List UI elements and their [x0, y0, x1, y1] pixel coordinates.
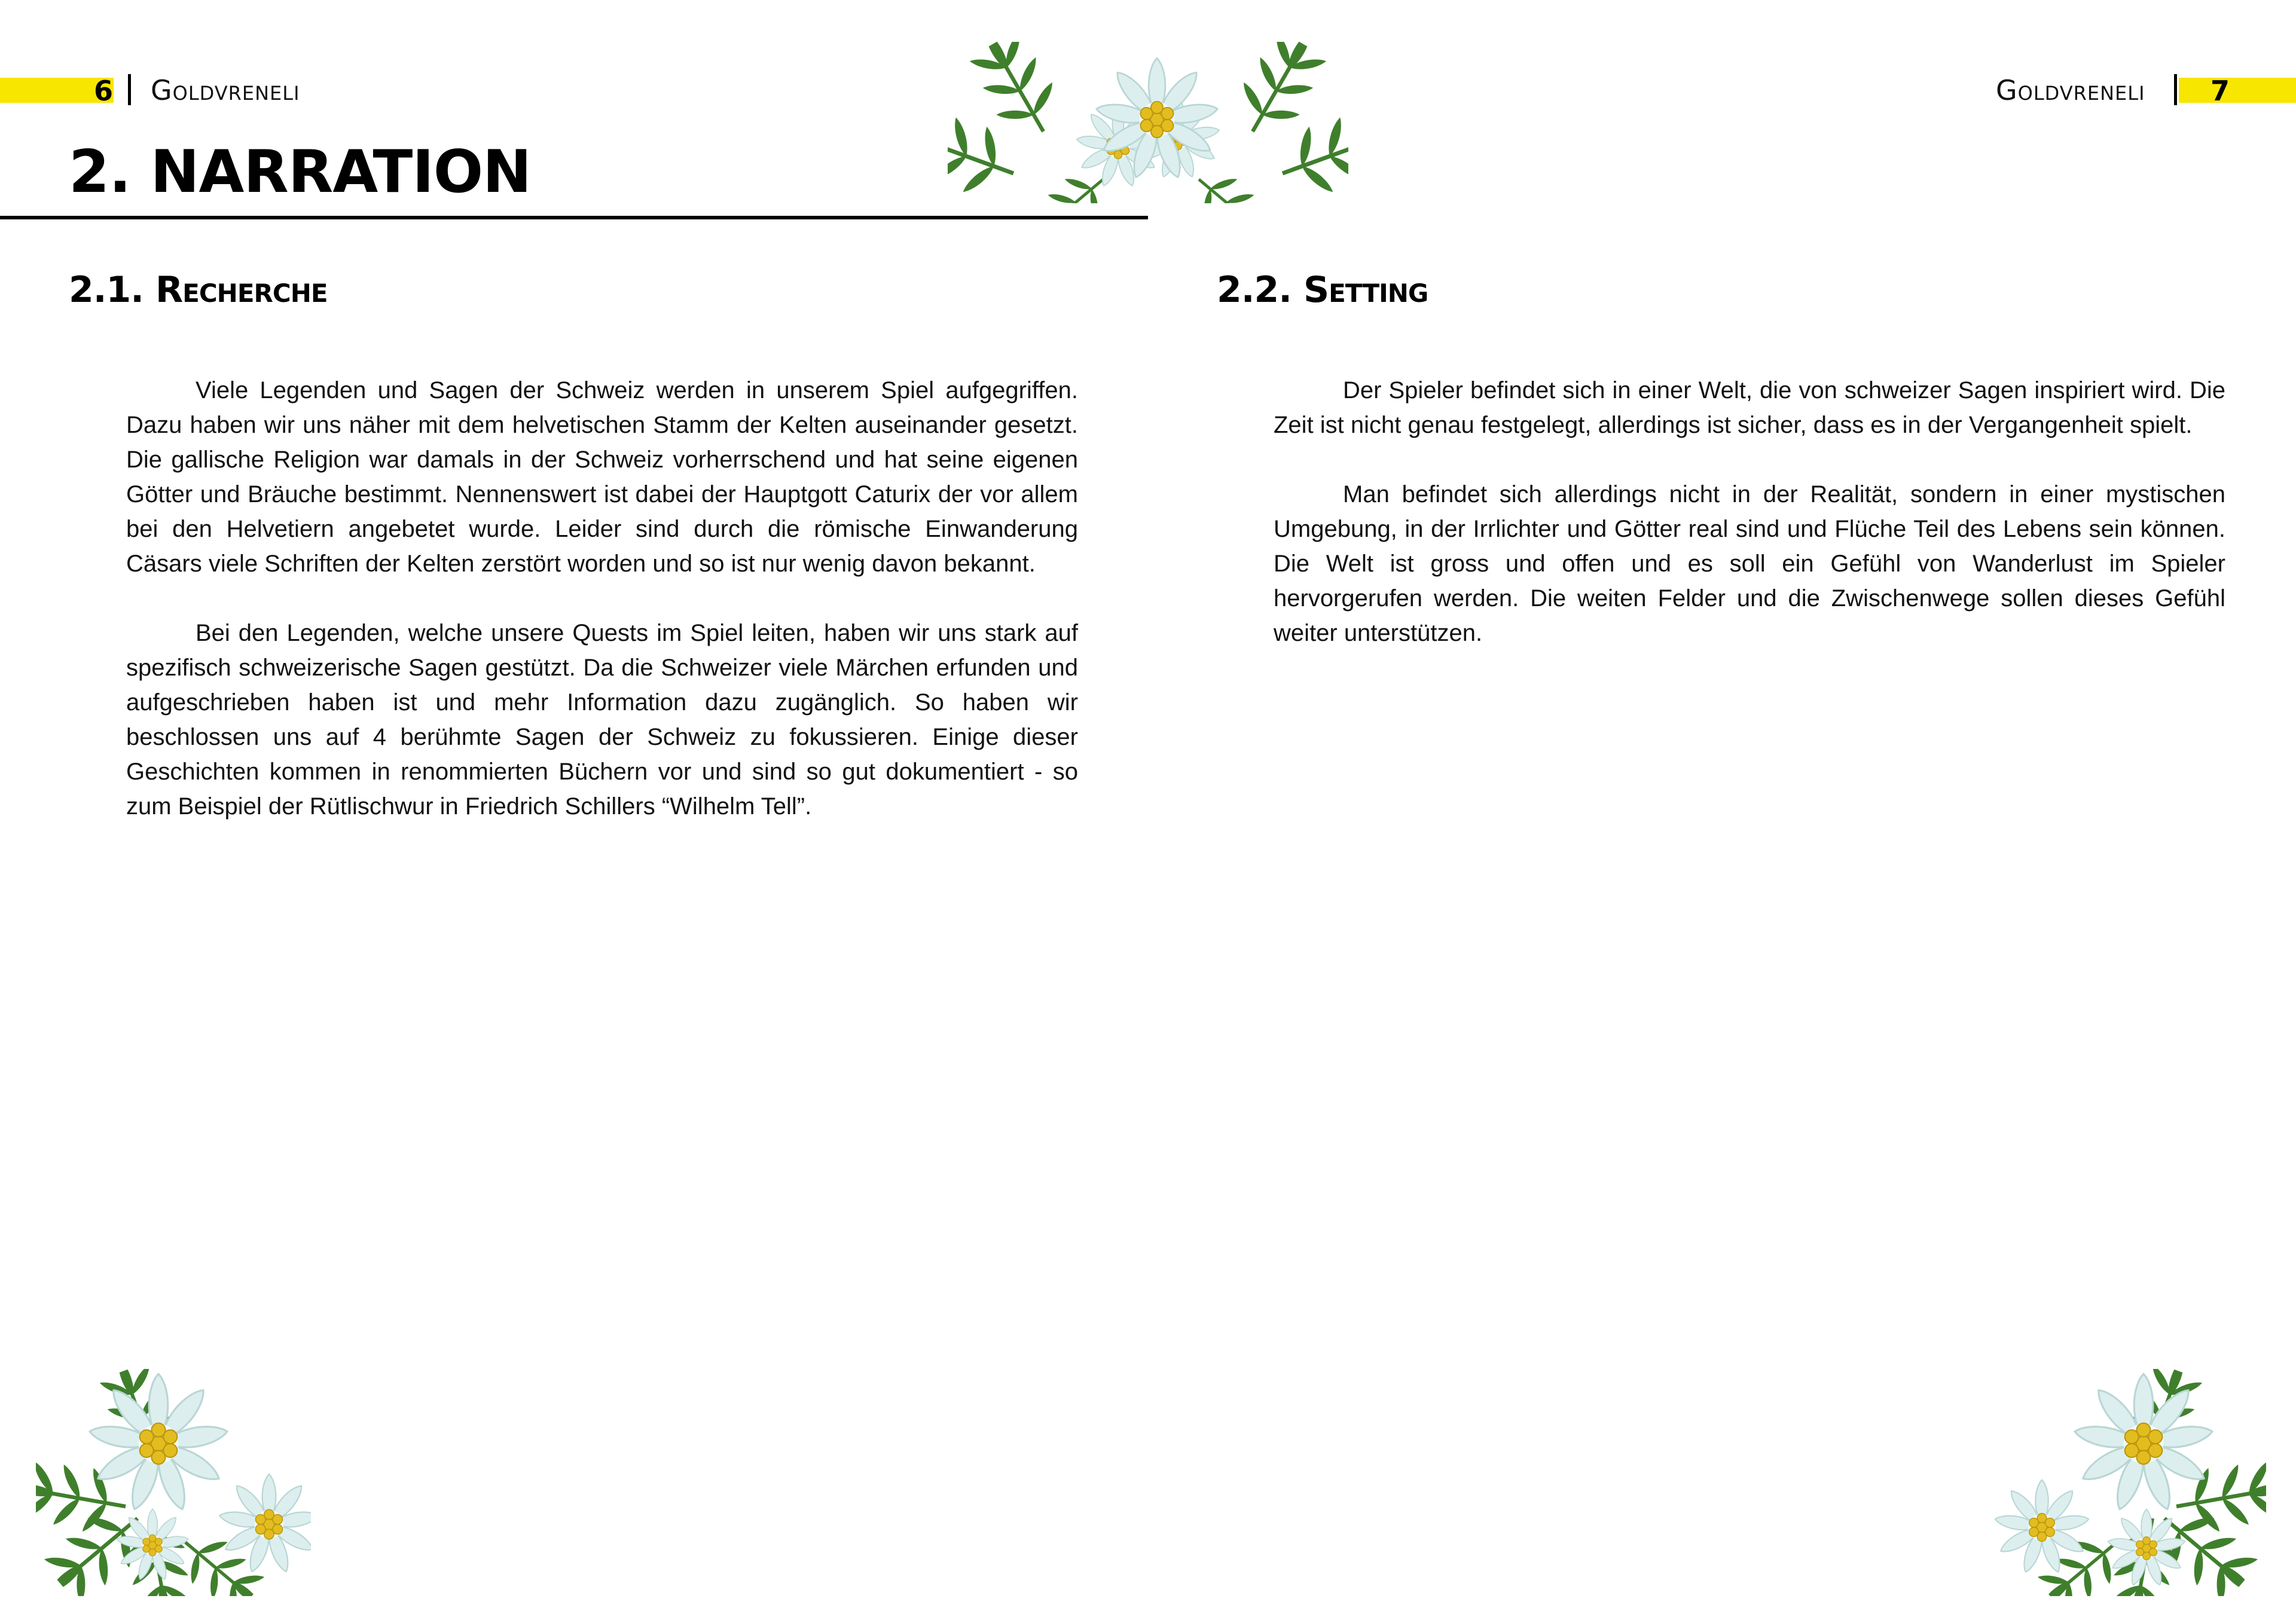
right-paragraph-2: Man befindet sich allerdings nicht in der Realität, sondern in einer mystischen Umgebung, in der Irrlichter und Götter real sind und Flüche Teil des Lebens sein können. Die Welt ist gross und offen und es soll ein Gefühl von Wanderlust im Spieler hervorgerufen werden. Die weiten Felder und die Zwischenwege sollen dieses Gefühl weiter unterstützen.	[1274, 481, 2225, 646]
chapter-title: 2. NARRATION	[69, 138, 532, 206]
left-column-body	[126, 373, 1078, 858]
right-paragraph-1: Der Spieler befindet sich in einer Welt, die von schweizer Sagen inspiriert wird. Die Zeit ist nicht genau festgelegt, allerdings ist sicher, dass es in der Vergangenheit spielt.	[1274, 377, 2225, 438]
edelweiss-icon	[36, 1369, 311, 1596]
header-separator-right	[2174, 74, 2177, 105]
left-paragraph-1: Viele Legenden und Sagen der Schweiz werden in unserem Spiel aufgegriffen. Dazu haben wir uns näher mit dem helvetischen Stamm der Kelten auseinander gesetzt. Die gallische Religion war damals in der Schweiz vorherrschend und hat seine eigenen Götter und Bräuche bestimmt. Nennenswert ist dabei der Hauptgott Caturix der vor allem bei den Helvetiern angebetet wurde. Leider sind durch die römische Einwanderung Cäsars viele Schriften der Kelten zerstört worden und so ist nur wenig davon bekannt.	[126, 377, 1078, 577]
page-number-left: 6	[94, 75, 114, 107]
section-title-recherche: 2.1. Recherche	[69, 269, 328, 311]
edelweiss-icon	[948, 42, 1348, 203]
right-column-body	[1274, 373, 2225, 685]
running-title-left: Goldvreneli	[151, 74, 300, 106]
header-accent-bar-right	[2179, 78, 2296, 103]
chapter-title-rule	[0, 216, 1148, 219]
running-title-right: Goldvreneli	[1996, 74, 2145, 106]
header-separator-left	[128, 74, 131, 105]
page-number-right: 7	[2210, 75, 2230, 107]
edelweiss-icon	[1991, 1369, 2266, 1596]
section-title-setting: 2.2. Setting	[1217, 269, 1428, 311]
left-paragraph-2: Bei den Legenden, welche unsere Quests im Spiel leiten, haben wir uns stark auf spezifisch schweizerische Sagen gestützt. Da die Schweizer viele Märchen erfunden und aufgeschrieben haben ist und mehr Information dazu zugänglich. So haben wir beschlossen uns auf 4 berühmte Sagen der Schweiz zu fokussieren. Einige dieser Geschichten kommen in renommierten Büchern vor und sind so gut dokumentiert - so zum Beispiel der Rütlischwur in Friedrich Schillers “Wilhelm Tell”.	[126, 620, 1078, 820]
